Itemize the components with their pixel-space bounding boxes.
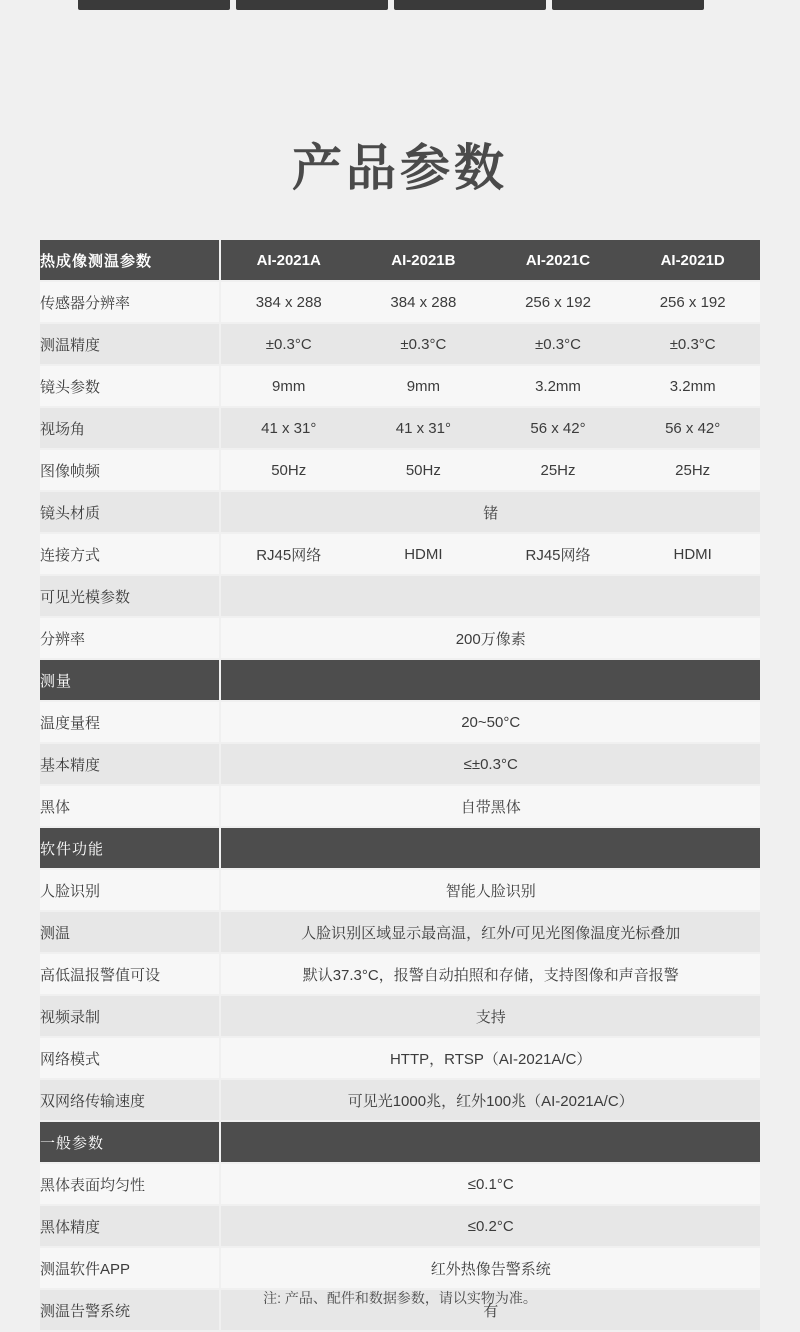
row-value: 50Hz (220, 449, 356, 491)
table-row (40, 701, 760, 743)
row-value: 默认37.3°C，报警自动拍照和存储，支持图像和声音报警 (220, 953, 760, 995)
row-value: ±0.3°C (220, 323, 356, 365)
row-value: 3.2mm (625, 365, 760, 407)
table-header-model: AI-2021A (220, 240, 356, 281)
row-value: 256 x 192 (625, 281, 760, 323)
table-row (40, 281, 760, 323)
table-row (40, 617, 760, 659)
row-value (220, 827, 760, 869)
row-label: 温度量程 (40, 701, 220, 743)
table-row (40, 1079, 760, 1121)
table-row (40, 1037, 760, 1079)
row-value: 25Hz (491, 449, 626, 491)
footnote: 注: 产品、配件和数据参数，请以实物为准。 (263, 1290, 537, 1306)
top-thumbnail-strip (0, 0, 800, 10)
row-label: 一般参数 (40, 1121, 220, 1163)
row-value: 25Hz (625, 449, 760, 491)
row-label: 传感器分辨率 (40, 281, 220, 323)
row-label: 可见光模参数 (40, 575, 220, 617)
table-row (40, 995, 760, 1037)
row-value: 384 x 288 (356, 281, 491, 323)
specification-table (40, 240, 760, 1332)
row-value: 256 x 192 (491, 281, 626, 323)
table-header-row (40, 240, 760, 281)
row-value (220, 575, 760, 617)
row-value (220, 1121, 760, 1163)
row-label: 高低温报警值可设 (40, 953, 220, 995)
row-value: HDMI (625, 533, 760, 575)
row-label: 黑体 (40, 785, 220, 827)
table-row (40, 911, 760, 953)
row-value: ±0.3°C (356, 323, 491, 365)
table-row (40, 1163, 760, 1205)
table-header-model: AI-2021C (491, 240, 626, 281)
row-label: 基本精度 (40, 743, 220, 785)
row-value: RJ45网络 (491, 533, 626, 575)
table-row (40, 491, 760, 533)
row-label: 镜头参数 (40, 365, 220, 407)
row-value: 红外热像告警系统 (220, 1247, 760, 1289)
row-label: 黑体精度 (40, 1205, 220, 1247)
row-value: 自带黑体 (220, 785, 760, 827)
row-value: HDMI (356, 533, 491, 575)
row-label: 测量 (40, 659, 220, 701)
table-row (40, 407, 760, 449)
row-label: 网络模式 (40, 1037, 220, 1079)
row-value: 有 (220, 1289, 760, 1331)
table-row (40, 449, 760, 491)
table-row (40, 1247, 760, 1289)
table-row (40, 869, 760, 911)
row-value: 锗 (220, 491, 760, 533)
row-value: 3.2mm (491, 365, 626, 407)
row-value: 200万像素 (220, 617, 760, 659)
row-value: ±0.3°C (625, 323, 760, 365)
row-label: 连接方式 (40, 533, 220, 575)
table-section-row (40, 827, 760, 869)
row-value: 20~50°C (220, 701, 760, 743)
row-value: ≤0.1°C (220, 1163, 760, 1205)
row-value (220, 659, 760, 701)
table-header-model: AI-2021D (625, 240, 760, 281)
row-value: 支持 (220, 995, 760, 1037)
page-title: 产品参数 (292, 140, 508, 196)
table-row (40, 953, 760, 995)
row-value: HTTP，RTSP（AI-2021A/C） (220, 1037, 760, 1079)
row-value: 41 x 31° (356, 407, 491, 449)
row-label: 测温 (40, 911, 220, 953)
row-label: 图像帧频 (40, 449, 220, 491)
table-row (40, 365, 760, 407)
row-value: 41 x 31° (220, 407, 356, 449)
thumbnail-image (552, 0, 704, 10)
row-label: 视场角 (40, 407, 220, 449)
table-row (40, 323, 760, 365)
row-value: ≤±0.3°C (220, 743, 760, 785)
table-row (40, 743, 760, 785)
row-label: 人脸识别 (40, 869, 220, 911)
row-value: 人脸识别区域显示最高温，红外/可见光图像温度光标叠加 (220, 911, 760, 953)
row-value: 56 x 42° (491, 407, 626, 449)
row-value: 50Hz (356, 449, 491, 491)
row-label: 软件功能 (40, 827, 220, 869)
row-label: 测温告警系统 (40, 1289, 220, 1331)
row-label: 测温精度 (40, 323, 220, 365)
row-value: 9mm (356, 365, 491, 407)
table-row (40, 575, 760, 617)
table-section-row (40, 659, 760, 701)
thumbnail-image (78, 0, 230, 10)
row-value: 智能人脸识别 (220, 869, 760, 911)
row-label: 镜头材质 (40, 491, 220, 533)
table-header-label: 热成像测温参数 (40, 240, 220, 281)
row-value: RJ45网络 (220, 533, 356, 575)
thumbnail-image (236, 0, 388, 10)
row-label: 测温软件APP (40, 1247, 220, 1289)
row-label: 双网络传输速度 (40, 1079, 220, 1121)
table-section-row (40, 1121, 760, 1163)
table-row (40, 533, 760, 575)
row-value: ±0.3°C (491, 323, 626, 365)
table-header-model: AI-2021B (356, 240, 491, 281)
row-value: 可见光1000兆，红外100兆（AI-2021A/C） (220, 1079, 760, 1121)
table-row (40, 785, 760, 827)
table-row (40, 1205, 760, 1247)
row-label: 视频录制 (40, 995, 220, 1037)
row-value: 56 x 42° (625, 407, 760, 449)
row-label: 黑体表面均匀性 (40, 1163, 220, 1205)
thumbnail-image (394, 0, 546, 10)
row-value: 9mm (220, 365, 356, 407)
row-value: ≤0.2°C (220, 1205, 760, 1247)
row-value: 384 x 288 (220, 281, 356, 323)
row-label: 分辨率 (40, 617, 220, 659)
